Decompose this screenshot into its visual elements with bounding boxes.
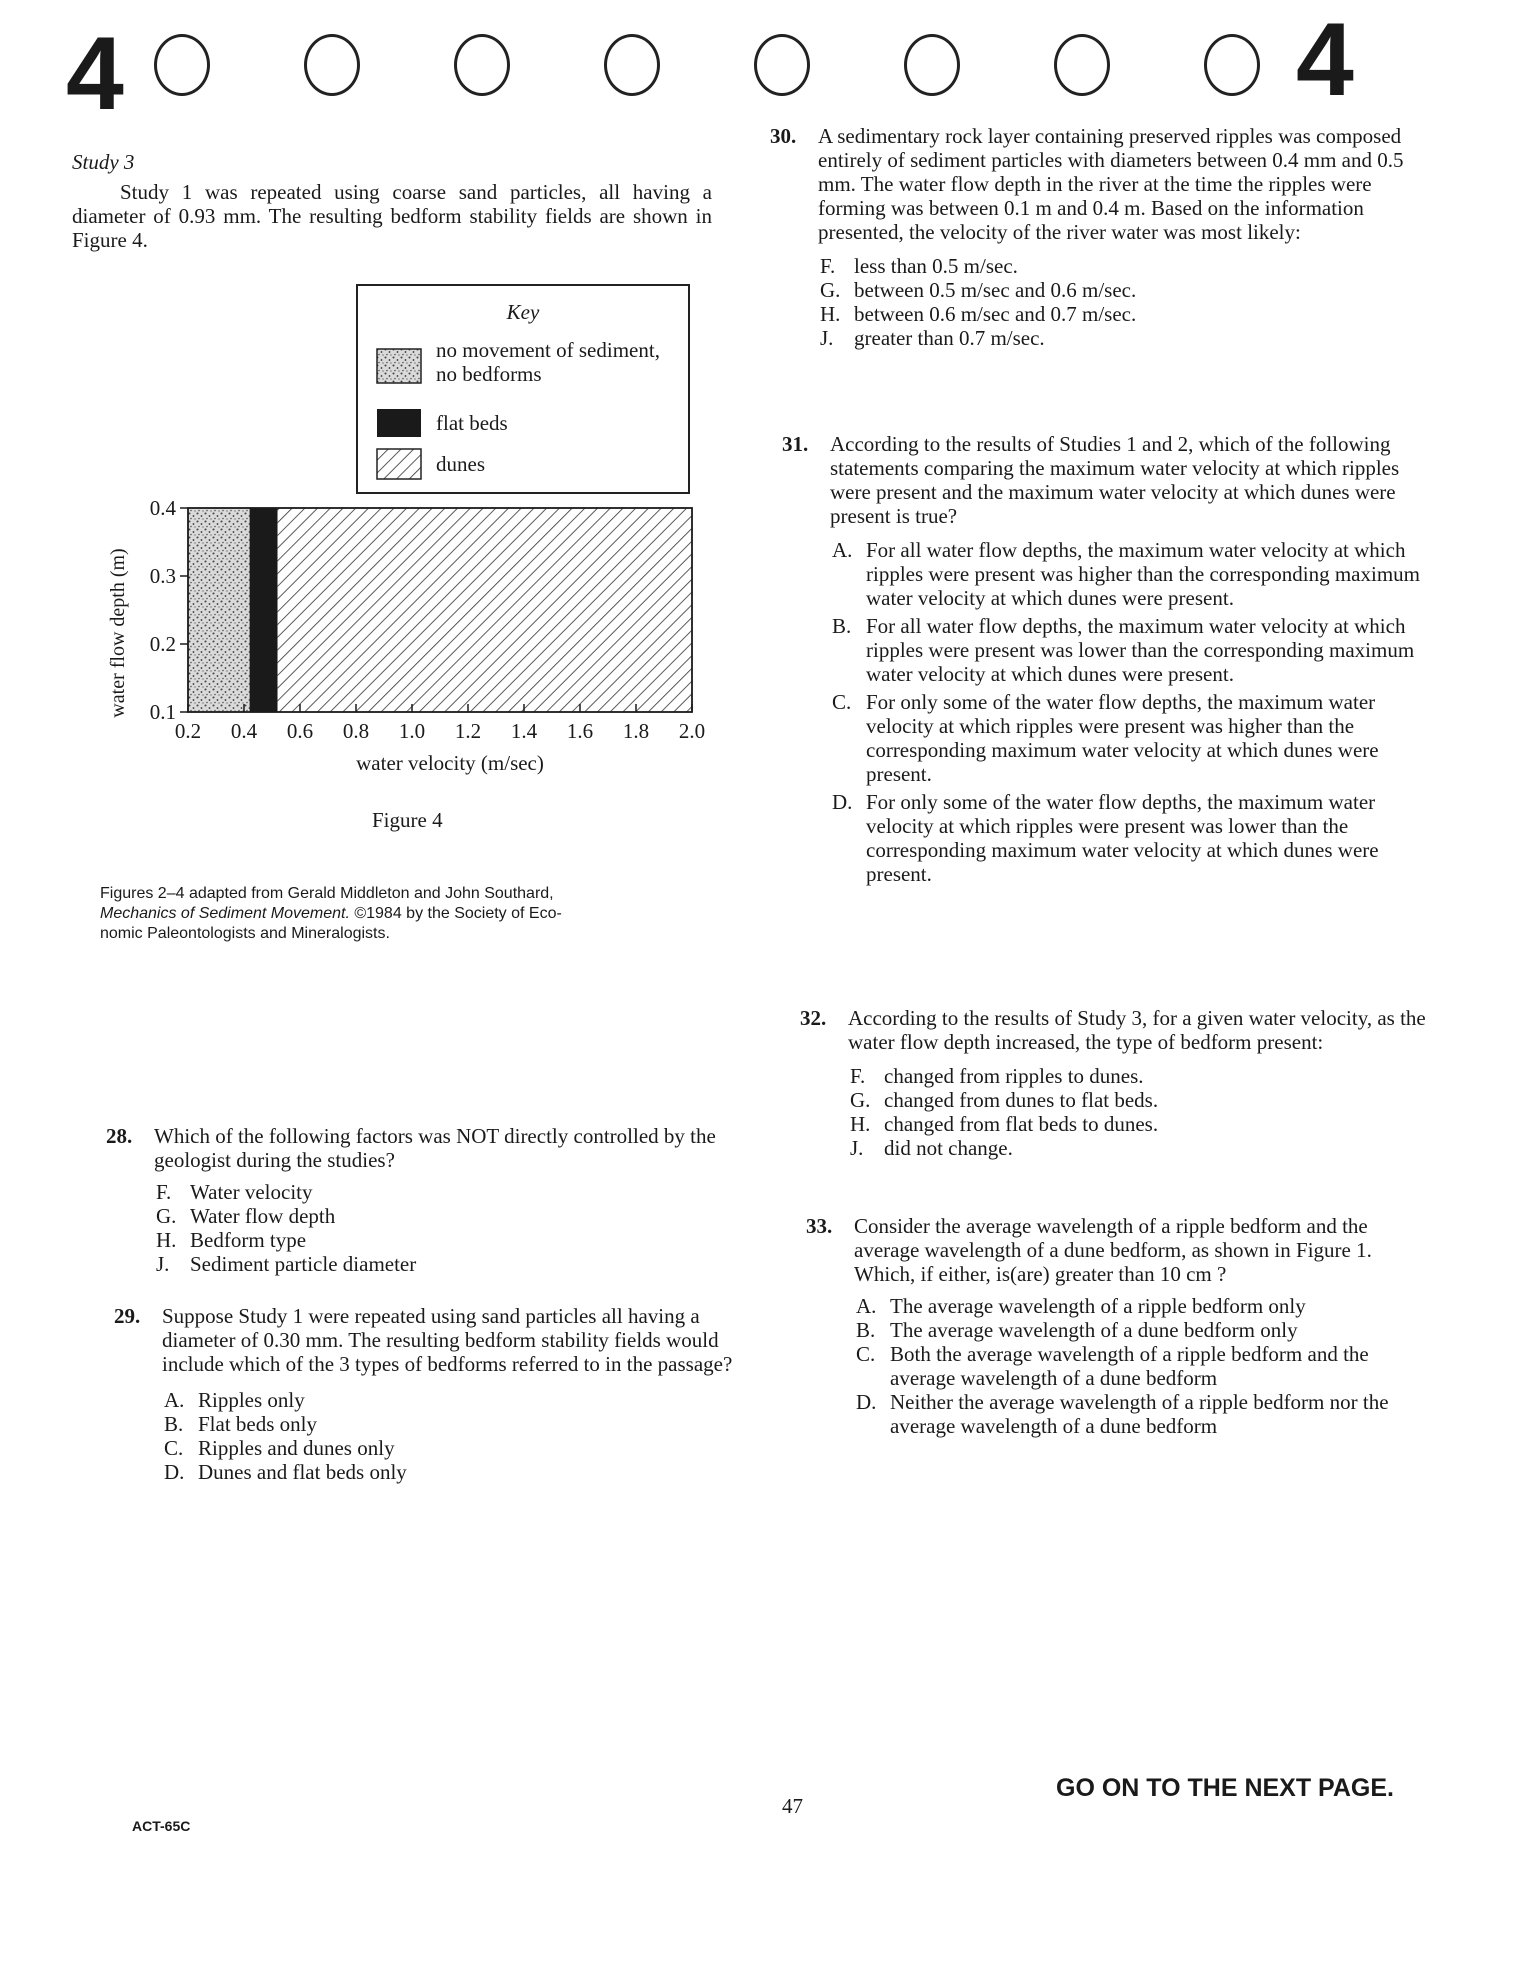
option-text: For only some of the water flow depths, the maximum water velocity at which ripples were present was higher than the corresponding maximum water velocity at which dunes were present. (866, 690, 1379, 786)
option-letter: C. (856, 1342, 876, 1366)
option-text: The average wavelength of a ripple bedform only (890, 1294, 1306, 1318)
answer-option[interactable] (856, 1294, 1436, 1318)
option-letter: H. (156, 1228, 177, 1252)
header-circle (1054, 34, 1110, 96)
option-text: For only some of the water flow depths, the maximum water velocity at which ripples were present was lower than the corresponding maximum water velocity at which dunes were present. (866, 790, 1379, 886)
answer-option[interactable] (832, 690, 1422, 786)
credit-line: nomic Paleontologists and Mineralogists. (100, 925, 390, 942)
answer-option[interactable] (856, 1390, 1436, 1438)
y-axis-label: water flow depth (m) (107, 548, 129, 718)
option-text: For all water flow depths, the maximum water velocity at which ripples were present was lower than the corresponding maximum water velocity at which dunes were present. (866, 614, 1415, 686)
answer-option[interactable] (832, 790, 1422, 886)
x-tick-label: 1.0 (398, 719, 426, 743)
option-text: changed from ripples to dunes. (884, 1064, 1144, 1088)
answer-option[interactable] (820, 302, 1410, 326)
question-number: 30. (770, 124, 797, 148)
section-number-right: 4 (1296, 2, 1354, 118)
study-3 (72, 150, 712, 252)
credit-book-title: Mechanics of Sediment Movement. (100, 905, 350, 922)
header-circle (304, 34, 360, 96)
option-text: Dunes and flat beds only (198, 1460, 407, 1484)
header-circle (1204, 34, 1260, 96)
option-letter: H. (820, 302, 841, 326)
option-letter: G. (850, 1088, 871, 1112)
header-circle (454, 34, 510, 96)
option-text: Water flow depth (190, 1204, 336, 1228)
x-tick-label: 0.6 (286, 719, 314, 743)
option-letter: J. (850, 1136, 864, 1160)
answer-option[interactable] (850, 1064, 1430, 1088)
header-circle (604, 34, 660, 96)
chart-region (188, 508, 250, 712)
credit-line-rest: ©1984 by the Society of Eco- (349, 905, 562, 922)
header-circle (154, 34, 210, 96)
option-text: between 0.6 m/sec and 0.7 m/sec. (854, 302, 1137, 326)
option-text: Both the average wavelength of a ripple bedform and the average wavelength of a dune bedform (890, 1342, 1369, 1390)
x-tick-label: 1.6 (566, 719, 594, 743)
credit-line (100, 904, 740, 924)
option-text: The average wavelength of a dune bedform only (890, 1318, 1298, 1342)
answer-option[interactable] (156, 1252, 746, 1276)
figure-key (356, 284, 690, 494)
option-letter: J. (820, 326, 834, 350)
option-text: between 0.5 m/sec and 0.6 m/sec. (854, 278, 1137, 302)
option-letter: A. (164, 1388, 185, 1412)
option-text: changed from dunes to flat beds. (884, 1088, 1159, 1112)
question-31 (782, 432, 1422, 886)
key-title: Key (506, 300, 540, 324)
answer-option[interactable] (832, 538, 1422, 610)
option-letter: A. (856, 1294, 877, 1318)
question-text: Suppose Study 1 were repeated using sand particles all having a diameter of 0.30 mm. The resulting bedform stability fields would include which of the 3 types of bedforms referred to in the passage? (162, 1304, 733, 1376)
option-letter: J. (156, 1252, 170, 1276)
option-text: Flat beds only (198, 1412, 317, 1436)
option-text: Sediment particle diameter (190, 1252, 417, 1276)
question-text: According to the results of Study 3, for a given water velocity, as the water flow depth increased, the type of bedform present: (848, 1006, 1426, 1054)
y-tick-label: 0.3 (149, 564, 176, 588)
question-number: 28. (106, 1124, 133, 1148)
option-letter: D. (832, 790, 853, 814)
y-tick-label: 0.2 (149, 632, 176, 656)
question-text: Consider the average wavelength of a ripple bedform and the average wavelength of a dune bedform, as shown in Figure 1. Which, if either, is(are) greater than 10 cm ? (854, 1214, 1372, 1286)
hatched-swatch-icon (376, 448, 422, 480)
y-tick-label: 0.1 (149, 700, 176, 724)
x-tick-label: 1.2 (454, 719, 482, 743)
x-axis-label: water velocity (m/sec) (356, 751, 544, 775)
option-letter: B. (164, 1412, 184, 1436)
header-circle (754, 34, 810, 96)
solid-black-swatch-icon (376, 408, 422, 438)
question-number: 29. (114, 1304, 141, 1328)
option-letter: B. (856, 1318, 876, 1342)
answer-option[interactable] (164, 1388, 754, 1412)
go-on-next-page: GO ON TO THE NEXT PAGE. (1056, 1774, 1395, 1802)
study-body: Study 1 was repeated using coarse sand particles, all having a diameter of 0.93 mm. The resulting bedform stability fields are shown in Figure 4. (72, 180, 712, 252)
key-item-label: no movement of sediment, no bedforms (436, 338, 660, 386)
question-text: A sedimentary rock layer containing preserved ripples was composed entirely of sediment particles with diameters between 0.4 mm and 0.5 mm. The water flow depth in the river at the time the ripples were forming was between 0.1 m and 0.4 m. Based on the information presented, the velocity of the river water was most likely: (818, 124, 1404, 244)
page-number: 47 (782, 1794, 803, 1818)
answer-option[interactable] (164, 1412, 754, 1436)
stipple-swatch-icon (376, 348, 422, 384)
figure-4-chart (100, 496, 740, 786)
option-text: changed from flat beds to dunes. (884, 1112, 1159, 1136)
option-text: did not change. (884, 1136, 1013, 1160)
option-text: greater than 0.7 m/sec. (854, 326, 1045, 350)
answer-option[interactable] (156, 1228, 746, 1252)
answer-option[interactable] (164, 1436, 754, 1460)
answer-option[interactable] (156, 1180, 746, 1204)
option-text: Ripples only (198, 1388, 305, 1412)
x-tick-label: 0.2 (174, 719, 202, 743)
x-tick-label: 0.4 (230, 719, 258, 743)
question-28 (106, 1124, 746, 1276)
question-30 (770, 124, 1410, 350)
credit-line: Figures 2–4 adapted from Gerald Middleton and John Southard, (100, 885, 554, 902)
x-tick-label: 1.8 (622, 719, 650, 743)
question-number: 33. (806, 1214, 833, 1238)
option-letter: F. (820, 254, 836, 278)
study-title: Study 3 (72, 150, 135, 174)
option-letter: B. (832, 614, 852, 638)
chart-region (250, 508, 278, 712)
question-number: 32. (800, 1006, 827, 1030)
option-text: less than 0.5 m/sec. (854, 254, 1018, 278)
answer-option[interactable] (850, 1088, 1430, 1112)
answer-option[interactable] (156, 1204, 746, 1228)
answer-option[interactable] (850, 1136, 1430, 1160)
option-letter: D. (164, 1460, 185, 1484)
option-letter: G. (156, 1204, 177, 1228)
question-29 (114, 1304, 754, 1484)
answer-option[interactable] (820, 254, 1410, 278)
key-item-label: flat beds (436, 411, 508, 435)
option-text: Neither the average wavelength of a ripple bedform nor the average wavelength of a dune bedform (890, 1390, 1389, 1438)
question-text: Which of the following factors was NOT directly controlled by the geologist during the studies? (154, 1124, 716, 1172)
option-letter: H. (850, 1112, 871, 1136)
figure-credit (100, 884, 740, 944)
answer-option[interactable] (820, 278, 1410, 302)
question-33 (806, 1214, 1436, 1438)
option-letter: F. (156, 1180, 172, 1204)
answer-option[interactable] (164, 1460, 754, 1484)
key-item (376, 448, 485, 480)
x-tick-label: 2.0 (678, 719, 706, 743)
key-item (376, 408, 508, 438)
section-number-left: 4 (66, 16, 124, 132)
option-letter: F. (850, 1064, 866, 1088)
option-text: Water velocity (190, 1180, 313, 1204)
key-item-label: dunes (436, 452, 485, 476)
answer-option[interactable] (820, 326, 1410, 350)
y-tick-label: 0.4 (149, 496, 176, 520)
option-letter: A. (832, 538, 853, 562)
question-text: According to the results of Studies 1 and 2, which of the following statements comparing the maximum water velocity at which ripples were present and the maximum water velocity at which dunes were present is true? (830, 432, 1400, 528)
answer-option[interactable] (850, 1112, 1430, 1136)
answer-option[interactable] (856, 1318, 1436, 1342)
option-text: For all water flow depths, the maximum water velocity at which ripples were present was higher than the corresponding maximum water velocity at which dunes were present. (866, 538, 1421, 610)
option-letter: C. (832, 690, 852, 714)
answer-option[interactable] (832, 614, 1422, 686)
option-text: Bedform type (190, 1228, 307, 1252)
chart-region (278, 508, 692, 712)
option-letter: C. (164, 1436, 184, 1460)
key-item (376, 338, 676, 386)
header-circle (904, 34, 960, 96)
question-number: 31. (782, 432, 809, 456)
x-tick-label: 0.8 (342, 719, 370, 743)
option-letter: G. (820, 278, 841, 302)
option-letter: D. (856, 1390, 877, 1414)
answer-option[interactable] (856, 1342, 1436, 1390)
option-text: Ripples and dunes only (198, 1436, 395, 1460)
question-32 (800, 1006, 1430, 1160)
form-code: ACT-65C (132, 1818, 191, 1834)
figure-caption: Figure 4 (372, 808, 443, 832)
x-tick-label: 1.4 (510, 719, 538, 743)
